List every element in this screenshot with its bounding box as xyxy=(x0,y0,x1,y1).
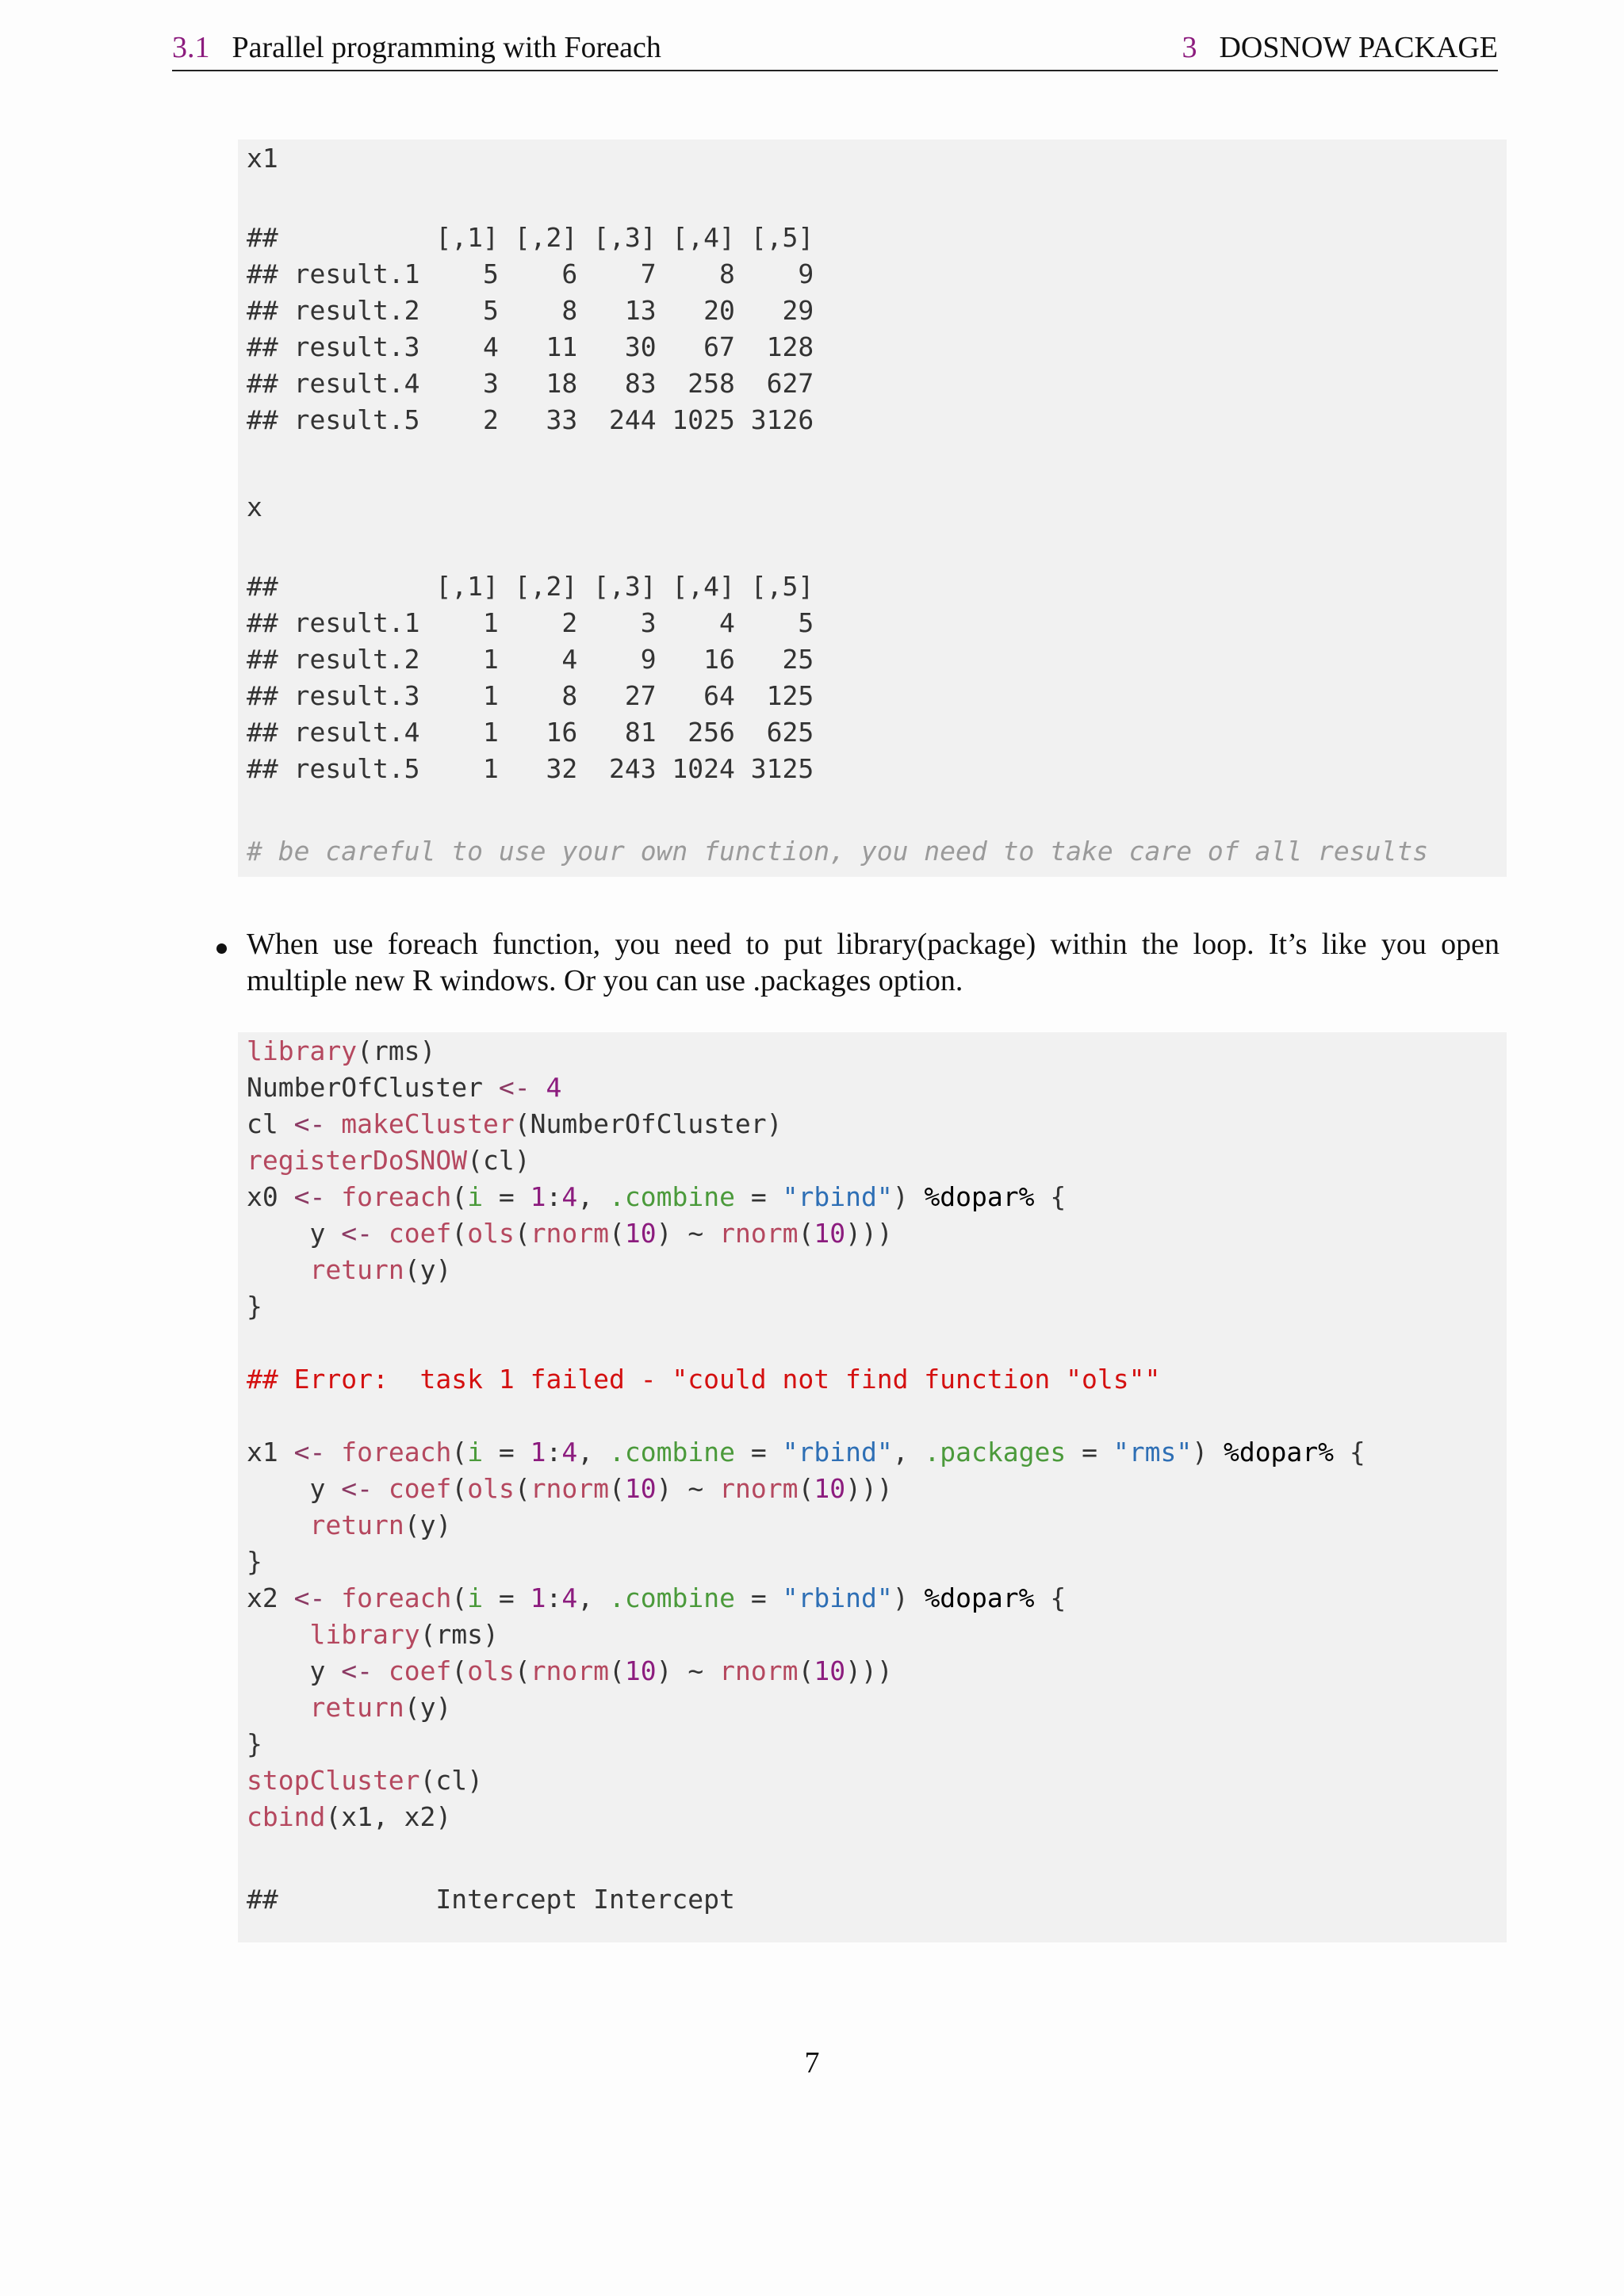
code-line: x xyxy=(247,492,262,522)
code-line: y <- coef(ols(rnorm(10) ~ rnorm(10))) xyxy=(247,1218,893,1249)
code-line: } xyxy=(247,1291,262,1322)
header-section xyxy=(172,30,661,65)
code-block-source xyxy=(238,1032,1507,1942)
code-line: y <- coef(ols(rnorm(10) ~ rnorm(10))) xyxy=(247,1473,893,1504)
code-line: x1 <- foreach(i = 1:4, .combine = "rbind", .packages = "rms") %dopar% { xyxy=(247,1437,1365,1468)
code-line: ## result.2 5 8 13 20 29 xyxy=(247,295,814,326)
code-line: ## result.3 1 8 27 64 125 xyxy=(247,680,814,711)
code-line: ## result.2 1 4 9 16 25 xyxy=(247,644,814,675)
header-chapter xyxy=(1182,30,1498,65)
code-line: x0 <- foreach(i = 1:4, .combine = "rbind") %dopar% { xyxy=(247,1181,1067,1212)
code-line: y <- coef(ols(rnorm(10) ~ rnorm(10))) xyxy=(247,1655,893,1686)
header-section-number: 3.1 xyxy=(172,31,210,64)
code-block-output xyxy=(238,140,1507,877)
code-comment: # be careful to use your own function, you need to take care of all results xyxy=(247,836,1429,867)
page-number: 7 xyxy=(804,2046,820,2080)
code-line: cl <- makeCluster(NumberOfCluster) xyxy=(247,1108,783,1139)
code-line: ## [,1] [,2] [,3] [,4] [,5] xyxy=(247,571,814,602)
code-line: library(rms) xyxy=(247,1035,436,1066)
code-line: ## result.5 1 32 243 1024 3125 xyxy=(247,753,814,784)
code-line: stopCluster(cl) xyxy=(247,1765,484,1796)
code-line: ## result.3 4 11 30 67 128 xyxy=(247,331,814,362)
code-line: ## Intercept Intercept xyxy=(247,1884,735,1915)
header-section-title: Parallel programming with Foreach xyxy=(232,31,661,64)
code-line: x1 xyxy=(247,143,278,174)
header-chapter-title: DOSNOW PACKAGE xyxy=(1219,31,1498,64)
bullet-point-icon xyxy=(216,943,227,954)
code-line: return(y) xyxy=(309,1254,452,1285)
code-line: return(y) xyxy=(309,1510,452,1540)
bullet-paragraph xyxy=(247,926,1500,999)
code-line: x2 <- foreach(i = 1:4, .combine = "rbind") %dopar% { xyxy=(247,1582,1067,1613)
code-line: NumberOfCluster <- 4 xyxy=(247,1072,562,1103)
code-line: ## result.1 5 6 7 8 9 xyxy=(247,258,814,289)
code-line: return(y) xyxy=(309,1692,452,1723)
code-line: ## result.4 3 18 83 258 627 xyxy=(247,368,814,399)
code-line: ## [,1] [,2] [,3] [,4] [,5] xyxy=(247,222,814,253)
code-line: ## result.1 1 2 3 4 5 xyxy=(247,607,814,638)
bullet-line-1: When use foreach function, you need to put library(package) within the loop. It’s like you open xyxy=(247,928,1500,961)
running-header xyxy=(172,24,1498,71)
code-line: ## result.4 1 16 81 256 625 xyxy=(247,717,814,748)
code-line: } xyxy=(247,1546,262,1577)
code-line: library(rms) xyxy=(309,1619,499,1650)
error-output: ## Error: task 1 failed - "could not find function "ols"" xyxy=(247,1364,1161,1395)
code-line: ## result.5 2 33 244 1025 3126 xyxy=(247,404,814,435)
header-chapter-number: 3 xyxy=(1182,31,1197,64)
code-line: } xyxy=(247,1728,262,1759)
code-line: cbind(x1, x2) xyxy=(247,1801,452,1832)
code-line: registerDoSNOW(cl) xyxy=(247,1145,530,1176)
bullet-line-2: multiple new R windows. Or you can use .packages option. xyxy=(247,964,963,997)
